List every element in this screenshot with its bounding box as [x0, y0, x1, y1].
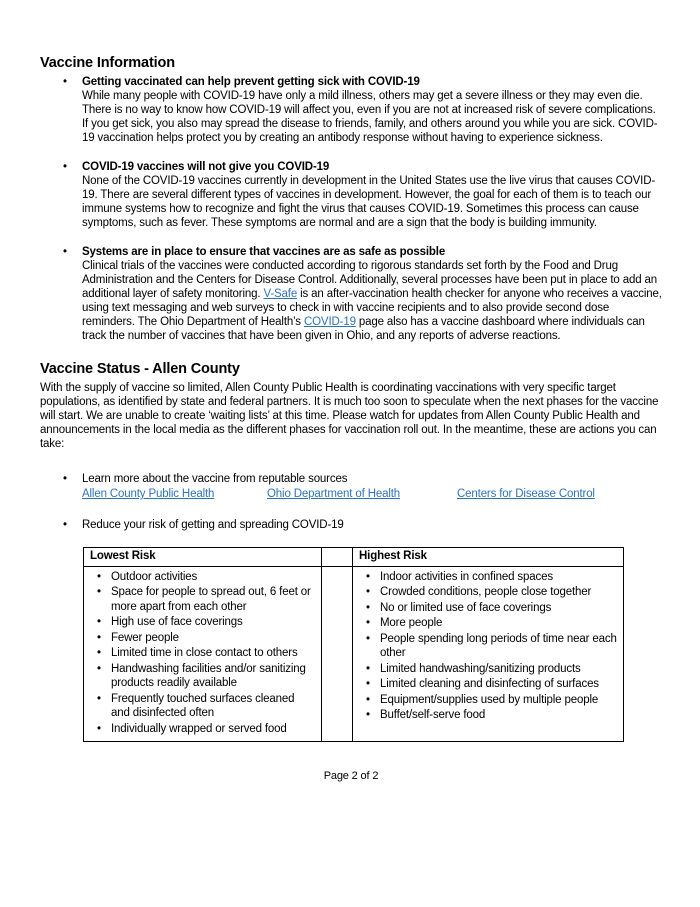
ohio-department-of-health-link[interactable]: Ohio Department of Health — [267, 488, 401, 500]
body-text: is an after-vaccination health checker for anyone who receives a vaccine, using text messaging and web surveys to check in with vaccine recipients and to also provide second dose reminders. The Ohio Department of Health’s — [82, 288, 662, 328]
list-item: • Fewer people — [90, 631, 315, 646]
page-number-footer: Page 2 of 2 — [323, 770, 379, 782]
list-item: • Handwashing facilities and/or sanitizing products readily available — [90, 662, 315, 691]
vaccine-info-bullet-list — [40, 75, 662, 343]
list-item: • Buffet/self-serve food — [359, 708, 617, 723]
link-slot — [457, 487, 595, 501]
list-item: • Equipment/supplies used by multiple people — [359, 693, 617, 708]
bullet-title: • Systems are in place to ensure that vaccines are as safe as possible — [82, 246, 446, 258]
table-spacer-header — [322, 548, 353, 567]
reputable-sources-links — [82, 487, 662, 501]
list-item: • Limited time in close contact to others — [90, 646, 315, 661]
list-item — [40, 245, 662, 343]
link-slot — [267, 487, 457, 501]
list-item: • More people — [359, 616, 617, 631]
actions-bullet-list — [40, 472, 662, 532]
body-text: page also has a vaccine dashboard where individuals can track the number of vaccines that have been given in Ohio, and any reports of adverse reactions. — [82, 316, 645, 342]
list-item: • Space for people to spread out, 6 feet or more apart from each other — [90, 585, 315, 614]
bullet-label: • Learn more about the vaccine from reputable sources — [82, 473, 348, 485]
v-safe-link[interactable]: V-Safe — [263, 288, 298, 300]
bullet-label: • Reduce your risk of getting and spreading COVID-19 — [82, 519, 344, 531]
table-spacer-cell — [322, 566, 353, 742]
list-item: • Crowded conditions, people close together — [359, 585, 617, 600]
covid-19-page-link[interactable]: COVID-19 — [303, 316, 356, 328]
list-item: • High use of face coverings — [90, 615, 315, 630]
list-item — [40, 75, 662, 145]
table-header-row — [84, 548, 624, 567]
bullet-title: • COVID-19 vaccines will not give you COVID-19 — [82, 161, 330, 173]
list-item: • Limited handwashing/sanitizing products — [359, 662, 617, 677]
link-slot — [82, 487, 267, 501]
list-item: • Indoor activities in confined spaces — [359, 570, 617, 585]
list-item — [40, 160, 662, 230]
lowest-risk-list — [90, 570, 315, 737]
lowest-risk-cell — [84, 566, 322, 742]
risk-comparison-table — [83, 547, 624, 742]
list-item: • Individually wrapped or served food — [90, 722, 315, 737]
bullet-body — [82, 259, 662, 343]
body-text: Clinical trials of the vaccines were conducted according to rigorous standards set forth by the Food and Drug Administration and the Centers for Disease Control. Additionally, several processes have been put in place to add an additional layer of safety monitoring. — [82, 260, 657, 300]
list-item: • Outdoor activities — [90, 570, 315, 585]
list-item: • Frequently touched surfaces cleaned and disinfected often — [90, 692, 315, 721]
list-item: • People spending long periods of time near each other — [359, 632, 617, 661]
bullet-body: While many people with COVID-19 have only a mild illness, others may get a severe illness or they may even die. There is no way to know how COVID-19 will affect you, even if you are not at increased risk of severe complications. If you get sick, you also may spread the disease to friends, family, and others around you while you are sick. COVID-19 vaccination helps protect you by creating an antibody response without having to experience sickness. — [82, 90, 658, 144]
bullet-body: None of the COVID-19 vaccines currently in development in the United States use the live virus that causes COVID-19. There are several different types of vaccines in development. However, the goal for each of them is to teach our immune systems how to recognize and fight the virus that causes COVID-19. Sometimes this process can cause symptoms, such as fever. These symptoms are normal and are a sign that the body is building immunity. — [82, 175, 656, 229]
vaccine-status-intro: With the supply of vaccine so limited, Allen County Public Health is coordinating vaccinations with very specific target populations, as identified by state and federal partners. It is much too soon to speculate when the next phases for the vaccine will start. We are unable to create ‘waiting lists’ at this time. Please watch for updates from Allen County Public Health and announcements in the local media as the different phases for vaccination roll out. In the meantime, these are actions you can take: — [40, 382, 659, 450]
list-item — [40, 472, 662, 501]
list-item: • Limited cleaning and disinfecting of surfaces — [359, 677, 617, 692]
bullet-title: • Getting vaccinated can help prevent getting sick with COVID-19 — [82, 76, 420, 88]
table-body-row — [84, 566, 624, 742]
list-item: • No or limited use of face coverings — [359, 601, 617, 616]
lowest-risk-header: Lowest Risk — [84, 548, 322, 567]
section-heading-vaccine-status: Vaccine Status - Allen County — [40, 361, 240, 377]
list-item — [40, 518, 662, 532]
document-content — [40, 54, 662, 783]
highest-risk-cell — [353, 566, 624, 742]
highest-risk-list — [359, 570, 617, 723]
centers-for-disease-control-link[interactable]: Centers for Disease Control — [457, 488, 595, 500]
section-heading-vaccine-information: Vaccine Information — [40, 55, 175, 71]
allen-county-public-health-link[interactable]: Allen County Public Health — [82, 488, 215, 500]
highest-risk-header: Highest Risk — [353, 548, 624, 567]
